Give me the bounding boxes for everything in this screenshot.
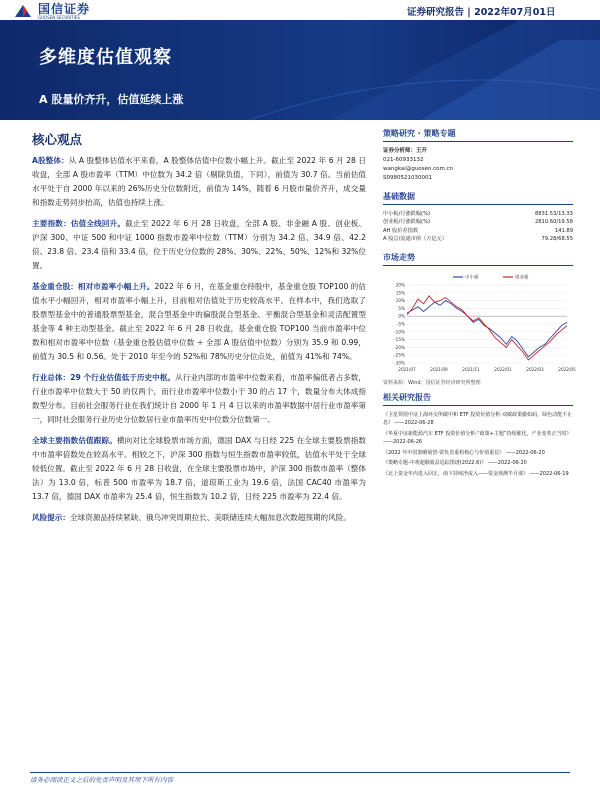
analyst-info [383,147,573,183]
market-trend-title: 市场走势 [383,252,415,262]
analyst-email[interactable]: wangkai@guosen.com.cn [383,166,454,172]
paragraph-text: 从 A 股整体估值水平来看，A 股整体估值中位数小幅上升。截止至 2022 年 6 月 28 日收盘，全部 A 股市盈率（TTM）中位数为 34.2 倍（剔除负值，下同），前值为 30.7 倍。当前估值水平处于自 2000 年以来的 26%历史分位数附近，前值为 14%，随着 6 月股市量价齐升，成交量和指数走势同步抬高，估值也持续上涨。 [32,156,366,207]
paragraph-text: 横向对比全球股票市场方面，德国 DAX 与日经 225 在全球主要股票指数中市盈率倍数处在较高水平。相较之下，沪深 300 指数与恒生指数市盈率较低，估值水平处于全球较低位置。截止至 2022 年 6 月 28 日收盘，在全球主要股票市场中，沪深 300 指数市盈率（整体法）为 13.0 倍，标普 500 市盈率为 18.7 倍，道琼斯工业为 19.6 倍，法国 CAC40 市盈率为 13.7 倍，德国 DAX 市盈率为 25.4 倍，恒生指数为 10.2 倍，日经 225 市盈率为 22.4 倍。 [32,436,366,501]
paragraph-major-index [32,217,366,273]
guosen-logo [14,0,90,22]
logo-english-name: GUOSEN SECURITIES [38,14,80,20]
trend-chart-svg [383,271,576,376]
y-tick-label: -15% [394,336,405,342]
related-report-item[interactable]: 《华夏中证新能源汽车 ETF 投资价值分析-“政策+主题”持续催化，产业变革正当时》 ——2022-06-26 [383,430,572,446]
chart-source: 资料来源：Wind、国信证券经济研究所整理 [383,379,481,386]
divider [383,265,573,266]
paragraph-text: 2022 年 6 月，在基金重仓持股中，基金重仓股 TOP100 的估值水平小幅回升，相对市盈率小幅上升，目前相对估值处于历史较高水平。在样本中，我们选取了股票型基金中的普通股票型基金，混合型基金中的偏股混合型基金、平衡混合型基金和灵活配置型基金等 4 种主动型基金。截止至 2022 年 6 月 28 日收盘，基金重仓股 TOP100 当前市盈率中位数和相对市盈率中位数（基金重仓股估值中位数 ÷ 全部 A 股估值中位数）分别为 35.9 和 0.99，前值为 30.5 和 0.56。处于 2010 年至今的 52%和 78%历史分位点处，前值为 41%和 74%。 [32,282,367,361]
logo-mark-icon [14,4,32,18]
paragraph-lead: A股整体： [32,156,69,165]
x-tick-label: 2022/05 [558,366,576,372]
series-line-0 [407,300,567,356]
basic-data-value: 79.28/68.55 [541,236,573,243]
divider [383,405,573,406]
y-tick-label: 10% [395,297,405,303]
paragraph-risk [32,511,366,525]
x-tick-label: 2021/11 [462,366,480,372]
y-tick-label: -20% [394,344,405,350]
basic-data-label: 创业板/月涨跌幅(%) [383,219,431,226]
logo-chinese-name: 国信证券 [38,1,91,16]
related-report-item[interactable]: 《策略专题-中观超额收益追踪图谱(2022.6)》 ——2022-06-20 [383,460,527,467]
related-report-item[interactable]: 《卫星领馆中证上海环交所碳中和 ETF 投资价值分析-双碳政策勤如码，绿色动能不止息》 ——2022-06-28 [383,411,573,427]
paragraph-lead: 基金重仓股：相对市盈率小幅上升。 [32,282,155,291]
y-tick-label: -30% [394,360,405,366]
main-column [32,130,366,532]
y-tick-label: -10% [394,328,405,334]
paragraph-a-share [32,154,366,210]
y-tick-label: -25% [394,352,405,358]
y-tick-label: 15% [395,289,405,295]
paragraph-text: 全球资源品持续紧缺、俄乌冲突周期拉长、美联储连续大幅加息次数超预期的风险。 [69,513,351,522]
sidebar [383,128,576,480]
y-tick-label: 0% [398,313,405,319]
market-trend-chart [383,271,576,376]
basic-data-row [383,227,573,235]
team-title: 策略研究 · 策略专题 [383,129,456,138]
analyst-phone: 021-60933132 [383,157,424,163]
divider [383,141,573,142]
related-report-item[interactable]: 《2022 年中国策略展望-资负表重构核心与价值重估》 ——2022-06-20 [383,449,545,456]
basic-data-label: AH 股价差指数 [383,227,419,234]
y-tick-label: 5% [398,305,405,311]
paragraph-text: 截止至 2022 年 6 月 28 日收盘，全部 A 股、非金融 A 股、创业板、沪深 300、中证 500 和中证 1000 指数市盈率中位数（TTM）分别为 34.2 倍、34.9 倍、42.2 倍、23.8 倍、23.4 倍和 33.4 倍，位于历史分位数的 28%、30%、22%、50%、12%和 32%位置。 [32,219,366,270]
related-report-item[interactable]: 《北上资金年内进入回正，南下持续净流入——资金观测半月谈》 ——2022-06-19 [383,470,569,477]
report-label-date: 证券研究报告 | 2022年07月01日 [407,7,556,18]
y-tick-label: -5% [396,321,405,327]
legend-label: 中小板 [465,275,479,281]
basic-data-row [383,210,573,218]
basic-data-value: 141.89 [554,227,573,234]
basic-data-label: A 股总/流通市值（万亿元） [383,236,448,243]
paragraph-global-index [32,434,366,504]
divider [383,204,573,205]
legend-label: 创业板 [515,275,529,281]
basic-data-label: 中小板/月涨跌幅(%) [383,211,431,217]
paragraph-lead: 主要指数：估值全线回升。 [32,219,126,228]
core-points-title: 核心观点 [32,132,83,147]
report-subtitle: A 股量价齐升，估值延续上涨 [39,93,184,106]
paragraph-lead: 风险提示： [32,513,70,522]
x-tick-label: 2022/01 [494,366,512,372]
y-tick-label: 20% [395,282,405,288]
paragraph-text: 从行业内部的市盈率中位数来看，市盈率偏低者占多数，行业市盈率中位数大于 50 的仅两个，而行业市盈率中位数小于 30 的占 17 个，数量分布大体成指数型分布。目前社会服务行业在我们统计自 2000 年 1 月 4 日以来的市盈率数据中居行业市盈率第一，同时社会服务行业历史分位数居行业市盈率历史中位数分位数第一。 [32,373,366,424]
basic-data-value: 2810.60/19.58 [534,219,573,226]
analyst-license: S0980521030001 [383,175,432,181]
basic-data-title: 基础数据 [383,192,415,201]
x-tick-label: 2022/03 [526,366,544,372]
paragraph-lead: 行业总体：29 个行业估值低于历史中枢。 [32,373,176,382]
report-title: 多维度估值观察 [39,47,172,68]
analyst-name: 证券分析师：王开 [383,148,428,154]
basic-data-row [383,218,573,226]
x-tick-label: 2021/07 [398,366,416,372]
basic-data-row [383,235,573,243]
x-tick-label: 2021/09 [430,366,448,372]
disclaimer-footer: 请务必阅读正文之后的免责声明及其项下所有内容 [30,776,173,784]
paragraph-industry [32,371,366,427]
footer-divider [30,772,570,773]
basic-data-value: 8831.53/13.33 [534,211,573,217]
paragraph-lead: 全球主要指数估值跟踪。 [32,436,117,445]
paragraph-fund-holdings [32,280,366,364]
title-banner [0,20,600,120]
related-reports-title: 相关研究报告 [383,392,431,402]
